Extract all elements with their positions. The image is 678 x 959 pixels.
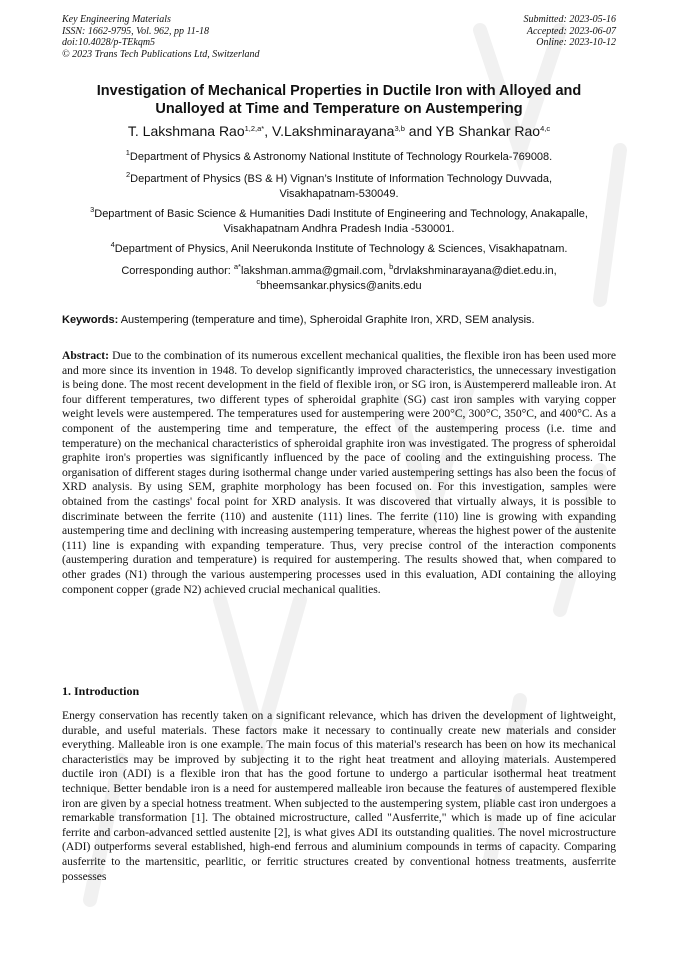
affiliation-number: 2 [125, 170, 131, 179]
abstract [62, 349, 616, 597]
email-superscript: b [389, 262, 394, 271]
email-separator: , [382, 265, 390, 277]
journal-name: Key Engineering Materials [62, 14, 171, 25]
accepted-date: Accepted: 2023-06-07 [526, 25, 616, 37]
paper-title: Investigation of Mechanical Properties in Ductile Iron with Alloyed and Unalloyed at Time and Temperature on Austempering [96, 83, 582, 117]
author-superscript: 4,c [540, 124, 551, 133]
email-superscript: c [256, 276, 261, 286]
author-superscript: 3,b [394, 124, 405, 133]
affiliation-text: Department of Basic Science & Humanities Dadi Institute of Engineering and Technology, Anakapalle, Visakhapatnam Andhra Pradesh India -530001. [94, 208, 588, 235]
author-list [62, 123, 616, 139]
keywords-text: Austempering (temperature and time), Spheroidal Graphite Iron, XRD, SEM analysis. [118, 314, 535, 326]
abstract-label: Abstract: [62, 349, 110, 362]
affiliation-number: 3 [90, 205, 95, 214]
affiliation-text: Department of Physics & Astronomy National Institute of Technology Rourkela-769008. [129, 151, 553, 163]
affiliation-text: Department of Physics (BS & H) Vignan’s Institute of Information Technology Duvvada, Visakhapatnam-530049. [130, 173, 553, 200]
author-superscript: 1,2,a* [244, 124, 265, 133]
corresponding-label: Corresponding author: [121, 265, 234, 277]
abstract-text: Due to the combination of its numerous excellent mechanical qualities, the flexible iron has been used more and more since its invention in 1948. To develop significantly improved characteristics, the unnecessary investigation is being done. The most recent development in the field of flexible iron, or SG iron, is Austempererd malleable iron. At four different temperatures, two different types of spheroidal graphite (SG) cast iron samples with varying copper weight levels were austempered. The temperatures used for austempering were 200°C, 300°C, 350°C, and 400°C. As a component of the austempering time and temperature, the effect of the austempering process (i.e. time and temperature) on the mechanical characteristics of spheroidal graphite iron was investigated. The progress of spheroidal graphite iron's properties was significantly influenced by the pace of cooling and the extinguishing process. The organisation of different stages during isothermal change under varied austempering settings has also been the focus of XRD analysis. By using SEM, graphite morphology has been focused on. For this investigation, samples were obtained from the castings' focal point for XRD analysis. It was discovered that virtually always, it is possible to discriminate between the ferrite (110) and austenite (111) lines. The ferrite (110) line is growing with expanding austempering time and declining with increasing austempering temperature, whereas the highest power of the austenite (111) line is expanding with expanding temperature. Thus, very precise control of the interaction components (austempering duration and temperature) is required for austempering. The results showed that, when compared to other grades (N1) through the various austempering processes used in this evaluation, ADI containing the alloying component copper (grade N2) achieved crucial mechanical qualities. [62, 349, 616, 596]
email-link[interactable]: drvlakshminarayana@diet.edu.in, [393, 265, 557, 277]
author-separator: and [404, 123, 436, 139]
introduction-heading: 1. Introduction [62, 684, 140, 698]
issn-line: ISSN: 1662-9795, Vol. 962, pp 11-18 [62, 25, 210, 37]
publication-dates [524, 14, 617, 49]
author-name: T. Lakshmana Rao [127, 123, 245, 139]
affiliation-1 [62, 150, 616, 165]
journal-info [62, 14, 260, 60]
affiliation-number: 4 [110, 240, 115, 249]
email-link[interactable]: bheemsankar.physics@anits.edu [260, 279, 422, 292]
online-date: Online: 2023-10-12 [536, 37, 616, 48]
corresponding-author [62, 264, 616, 293]
author-name: YB Shankar Rao [435, 123, 541, 139]
keywords-label: Keywords: [62, 314, 119, 326]
author-separator: , [264, 123, 273, 139]
copyright-line: © 2023 Trans Tech Publications Ltd, Switzerland [62, 48, 260, 60]
affiliation-2 [62, 172, 616, 201]
introduction-paragraph: Energy conservation has recently taken on a significant relevance, which has driven the development of lightweight, durable, and useful materials. These factors make it necessary to continually create new materials and consider everything. Malleable iron is one example. The main focus of this material's research has been on how its mechanical characteristics may be improved by subjecting it to the right heat treatment and alloying materials. Austempered ductile iron (ADI) is a flexible iron that has the good fortune to undergo a particular isothermal heat treatment technique. Better bendable iron is a need for austempered malleable iron because the features of austempered flexible iron are given by a special hotness treatment. When subjected to the austempering system, pliable cast iron undergoes a remarkable transformation [1]. The obtained microstructure, called "Ausferrite," which is made up of fine acicular ferrite and carbon-advanced settled austenite [2], is what gives ADI its outstanding qualities. The novel microstructure (ADI) outperforms several established, high-end ferrous and aluminium compounds in terms of capacity. Comparing ausferrite to the martensitic, pearlitic, or ferritic structures created by conventional hotness treatments, ausferrite possesses [62, 709, 616, 883]
author-name: V.Lakshminarayana [272, 123, 395, 139]
email-link[interactable]: lakshman.amma@gmail.com [240, 265, 383, 277]
email-superscript: a* [233, 262, 241, 271]
affiliation-4 [62, 242, 616, 257]
doi-line: doi:10.4028/p-TEkqm5 [62, 37, 156, 48]
affiliation-number: 1 [125, 148, 130, 157]
keywords [62, 313, 616, 327]
affiliation-text: Department of Physics, Anil Neerukonda Institute of Technology & Sciences, Visakhapatnam. [114, 243, 568, 255]
affiliation-3 [62, 207, 616, 236]
submitted-date: Submitted: 2023-05-16 [523, 14, 616, 25]
